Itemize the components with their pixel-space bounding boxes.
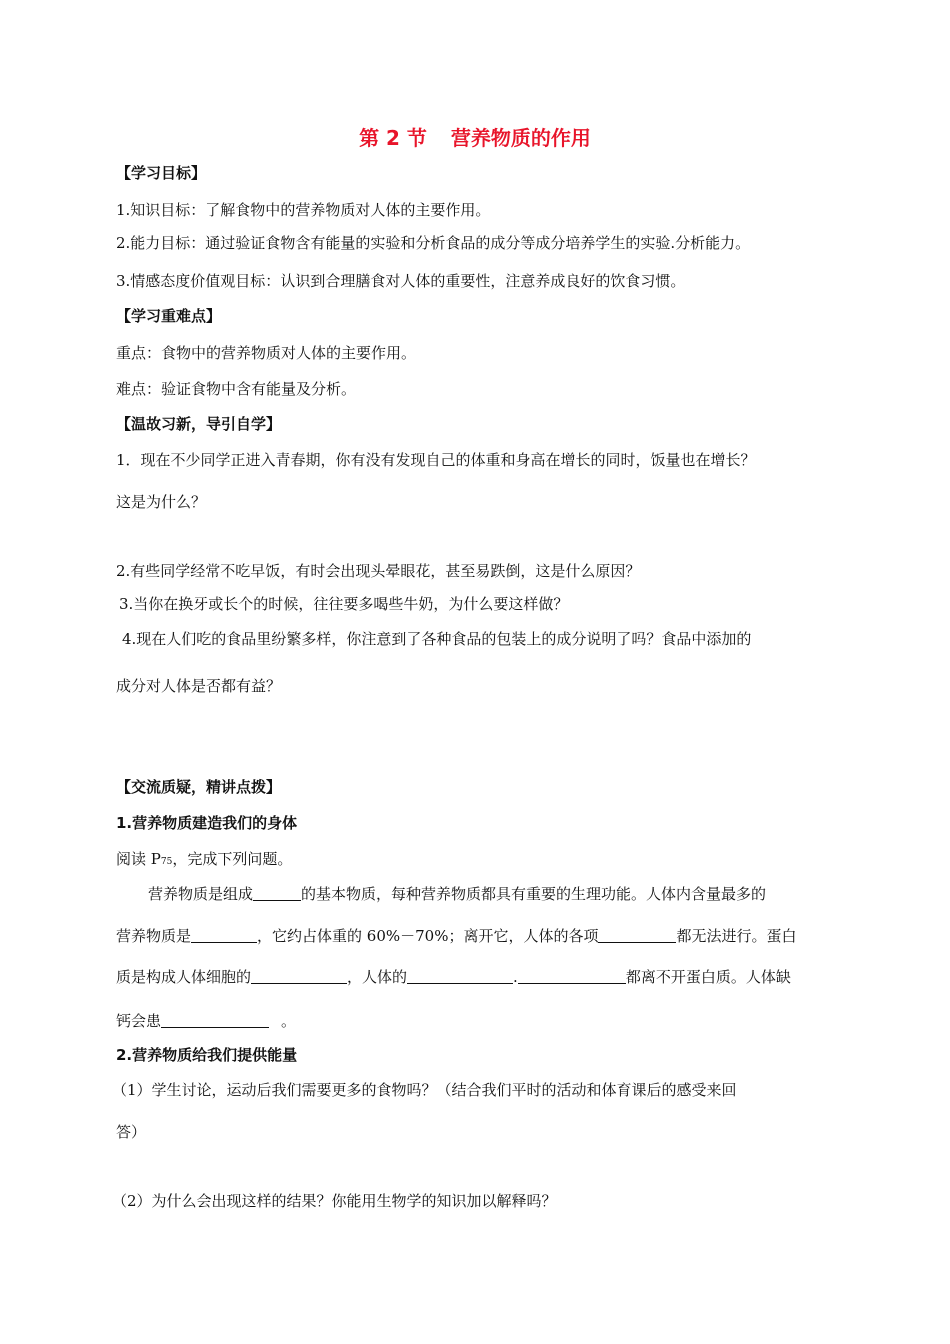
blank-4[interactable] xyxy=(251,967,347,984)
reading-instruction: 阅读 P75，完成下列问题。 xyxy=(116,850,293,868)
discussion-question-1: （1）学生讨论，运动后我们需要更多的食物吗？（结合我们平时的活动和体育课后的感受来回 xyxy=(112,1081,737,1099)
fill-paragraph-line-4: 钙会患 。 xyxy=(116,1012,297,1030)
fill-paragraph-line-2: 营养物质是 ，它约占体重的 60%－70%；离开它，人体的各项 都无法进行。蛋白 xyxy=(116,927,797,945)
discussion-question-1-cont: 答） xyxy=(116,1123,147,1141)
blank-3[interactable] xyxy=(598,926,676,943)
objective-knowledge: 1.知识目标：了解食物中的营养物质对人体的主要作用。 xyxy=(116,201,491,219)
heading-discussion: 【交流质疑，精讲点拨】 xyxy=(116,778,282,796)
section-title: 营养物质的作用 xyxy=(450,126,591,150)
review-question-4-cont: 成分对人体是否都有益？ xyxy=(116,677,282,695)
review-question-4: 4.现在人们吃的食品里纷繁多样，你注意到了各种食品的包装上的成分说明了吗？食品中添加的 xyxy=(122,630,752,648)
blank-6[interactable] xyxy=(518,967,626,984)
heading-key-points: 【学习重难点】 xyxy=(116,307,222,325)
objective-attitude: 3.情感态度价值观目标：认识到合理膳食对人体的重要性，注意养成良好的饮食习惯。 xyxy=(116,272,686,290)
blank-5[interactable] xyxy=(407,967,513,984)
review-question-2: 2.有些同学经常不吃早饭，有时会出现头晕眼花，甚至易跌倒，这是什么原因？ xyxy=(116,562,641,580)
objective-ability: 2.能力目标：通过验证食物含有能量的实验和分析食品的成分等成分培养学生的实验.分析能力。 xyxy=(116,234,751,252)
review-question-1-cont: 这是为什么？ xyxy=(116,493,207,511)
blank-7[interactable] xyxy=(161,1011,269,1028)
subheading-provide-energy: 2.营养物质给我们提供能量 xyxy=(116,1046,298,1064)
fill-paragraph-line-3: 质是构成人体细胞的 ，人体的 . 都离不开蛋白质。人体缺 xyxy=(116,968,791,986)
fill-paragraph-line-1: 营养物质是组成 的基本物质，每种营养物质都具有重要的生理功能。人体内含量最多的 xyxy=(148,885,767,903)
blank-2[interactable] xyxy=(191,926,257,943)
section-number: 第 2 节 xyxy=(359,126,427,150)
review-question-1: 1．现在不少同学正进入青春期，你有没有发现自己的体重和身高在增长的同时，饭量也在增长？ xyxy=(116,451,756,469)
key-point: 重点：食物中的营养物质对人体的主要作用。 xyxy=(116,344,417,362)
heading-review: 【温故习新，导引自学】 xyxy=(116,415,282,433)
review-question-3: 3.当你在换牙或长个的时候，往往要多喝些牛奶，为什么要这样做？ xyxy=(119,595,569,613)
difficulty-point: 难点：验证食物中含有能量及分析。 xyxy=(116,380,357,398)
blank-1[interactable] xyxy=(253,884,301,901)
discussion-question-2: （2）为什么会出现这样的结果？你能用生物学的知识加以解释吗？ xyxy=(112,1192,557,1210)
page-title xyxy=(0,124,950,152)
heading-learning-objectives: 【学习目标】 xyxy=(116,164,207,182)
subheading-build-body: 1.营养物质建造我们的身体 xyxy=(116,814,298,832)
